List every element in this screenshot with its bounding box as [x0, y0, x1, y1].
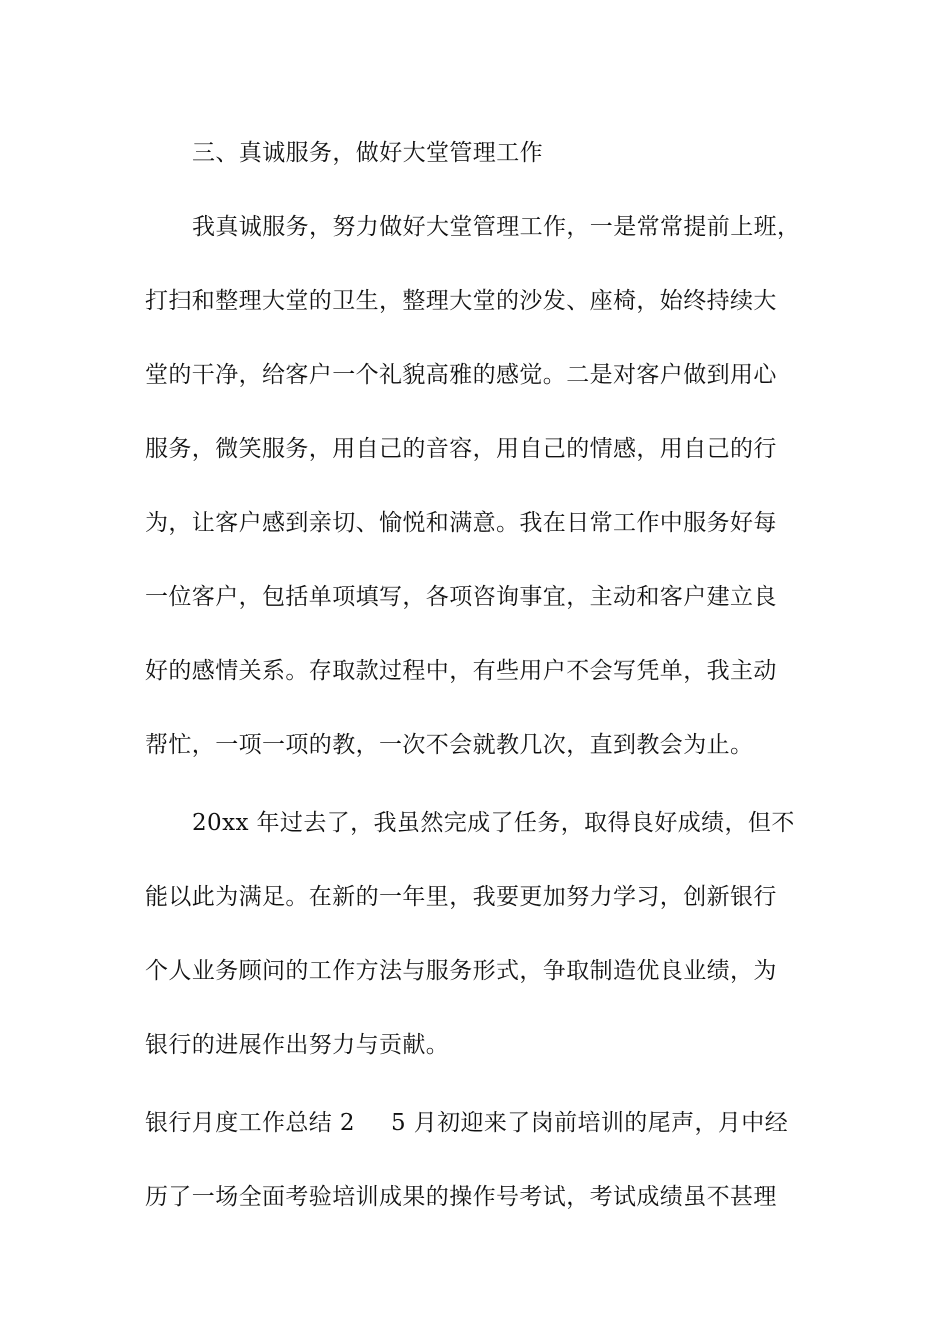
section-heading: 三、真诚服务，做好大堂管理工作	[192, 140, 543, 166]
paragraph-line: 好的感情关系。存取款过程中，有些用户不会写凭单，我主动	[145, 658, 777, 684]
paragraph-line: 5 月初迎来了岗前培训的尾声，月中经	[390, 1110, 789, 1136]
paragraph-line: 个人业务顾问的工作方法与服务形式，争取制造优良业绩，为	[145, 958, 777, 984]
paragraph-line: 堂的干净，给客户一个礼貌高雅的感觉。二是对客户做到用心	[145, 362, 777, 388]
paragraph-line: 20xx 年过去了，我虽然完成了任务，取得良好成绩，但不	[192, 810, 795, 836]
paragraph-line: 能以此为满足。在新的一年里，我要更加努力学习，创新银行	[145, 884, 777, 910]
paragraph-line: 打扫和整理大堂的卫生，整理大堂的沙发、座椅，始终持续大	[145, 288, 777, 314]
paragraph-line: 服务，微笑服务，用自己的音容，用自己的情感，用自己的行	[145, 436, 777, 462]
document-title-line	[145, 1108, 815, 1138]
paragraph-line: 为，让客户感到亲切、愉悦和满意。我在日常工作中服务好每	[145, 510, 777, 536]
paragraph-line: 帮忙，一项一项的教，一次不会就教几次，直到教会为止。	[145, 732, 754, 758]
paragraph-line: 历了一场全面考验培训成果的操作号考试，考试成绩虽不甚理	[145, 1184, 777, 1210]
paragraph-line: 一位客户，包括单项填写，各项咨询事宜，主动和客户建立良	[145, 584, 777, 610]
paragraph-line: 银行的进展作出努力与贡献。	[145, 1032, 450, 1058]
paragraph-line: 我真诚服务，努力做好大堂管理工作，一是常常提前上班，	[192, 214, 801, 240]
document-title: 银行月度工作总结 2	[145, 1110, 355, 1136]
